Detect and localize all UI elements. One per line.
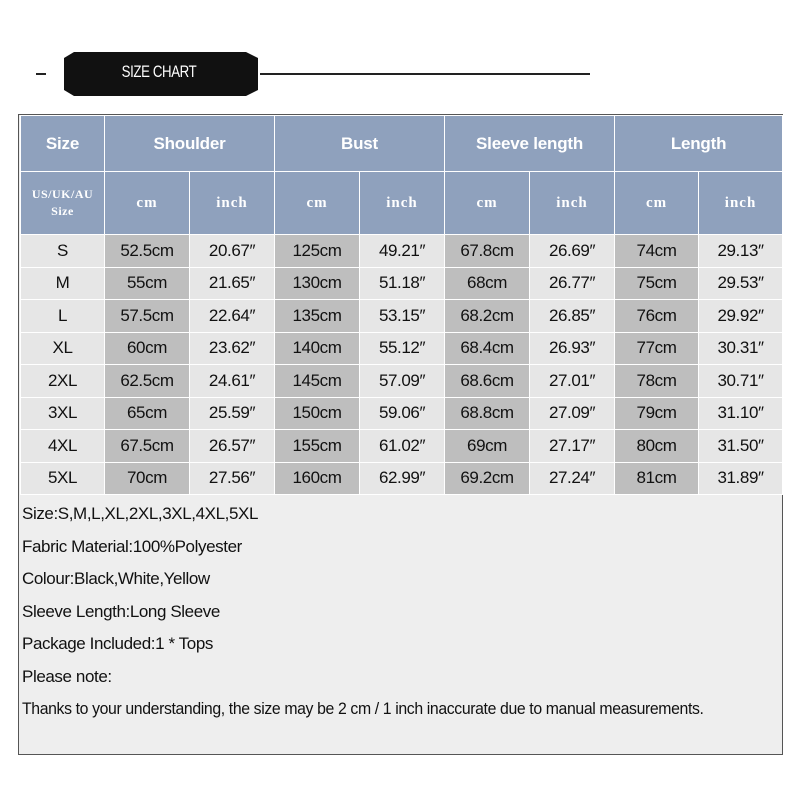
bust-cm-cell: 145cm (275, 365, 360, 398)
table-row (21, 462, 783, 495)
length-inch-cell: 30.31″ (699, 332, 783, 365)
length-cm-cell: 77cm (615, 332, 699, 365)
size-cell: L (21, 300, 105, 333)
sleeve-cm-cell: 68.2cm (445, 300, 530, 333)
shoulder-inch-cell: 27.56″ (190, 462, 275, 495)
length-inch-cell: 31.10″ (699, 397, 783, 430)
sleeve-inch-cell: 26.69″ (530, 235, 615, 268)
unit-header-row (21, 172, 783, 235)
note-sleeve-length: Sleeve Length:Long Sleeve (22, 601, 220, 621)
group-header-row (21, 116, 783, 172)
sleeve-cm-cell: 67.8cm (445, 235, 530, 268)
length-cm-cell: 78cm (615, 365, 699, 398)
bust-inch-cell: 51.18″ (360, 267, 445, 300)
header-sleeve-length: Sleeve length (445, 116, 615, 172)
header-size: Size (21, 116, 105, 172)
unit-cm: cm (615, 172, 699, 235)
note-colour: Colour:Black,White,Yellow (22, 569, 210, 588)
shoulder-inch-cell: 26.57″ (190, 430, 275, 463)
sleeve-cm-cell: 68.8cm (445, 397, 530, 430)
note-disclaimer: Thanks to your understanding, the size may be 2 cm / 1 inch inaccurate due to manual measurements. (22, 699, 704, 718)
size-cell: 4XL (21, 430, 105, 463)
shoulder-cm-cell: 55cm (105, 267, 190, 300)
sleeve-cm-cell: 69cm (445, 430, 530, 463)
header-bust: Bust (275, 116, 445, 172)
header-size-region (21, 172, 105, 235)
note-package: Package Included:1 * Tops (22, 634, 213, 653)
size-cell: 5XL (21, 462, 105, 495)
table-row (21, 365, 783, 398)
note-please-note: Please note: (22, 666, 112, 686)
bust-cm-cell: 160cm (275, 462, 360, 495)
bust-inch-cell: 62.99″ (360, 462, 445, 495)
unit-cm: cm (445, 172, 530, 235)
unit-inch: inch (530, 172, 615, 235)
length-cm-cell: 75cm (615, 267, 699, 300)
sleeve-cm-cell: 69.2cm (445, 462, 530, 495)
note-fabric: Fabric Material:100%Polyester (22, 536, 242, 556)
banner-left-dash (36, 73, 46, 75)
bust-cm-cell: 150cm (275, 397, 360, 430)
bust-cm-cell: 125cm (275, 235, 360, 268)
length-inch-cell: 29.92″ (699, 300, 783, 333)
size-cell: 3XL (21, 397, 105, 430)
size-cell: M (21, 267, 105, 300)
shoulder-cm-cell: 62.5cm (105, 365, 190, 398)
sleeve-inch-cell: 27.09″ (530, 397, 615, 430)
bust-inch-cell: 57.09″ (360, 365, 445, 398)
unit-cm: cm (275, 172, 360, 235)
size-cell: S (21, 235, 105, 268)
length-cm-cell: 76cm (615, 300, 699, 333)
shoulder-inch-cell: 21.65″ (190, 267, 275, 300)
length-cm-cell: 74cm (615, 235, 699, 268)
length-inch-cell: 31.89″ (699, 462, 783, 495)
sleeve-inch-cell: 26.85″ (530, 300, 615, 333)
unit-inch: inch (190, 172, 275, 235)
sleeve-cm-cell: 68.4cm (445, 332, 530, 365)
banner-title: SIZE CHART (121, 62, 197, 81)
product-notes (22, 498, 782, 726)
length-inch-cell: 31.50″ (699, 430, 783, 463)
length-cm-cell: 80cm (615, 430, 699, 463)
shoulder-inch-cell: 24.61″ (190, 365, 275, 398)
bust-cm-cell: 155cm (275, 430, 360, 463)
size-chart-banner (30, 52, 600, 96)
table-row (21, 267, 783, 300)
bust-inch-cell: 59.06″ (360, 397, 445, 430)
size-region-sublabel: Size (51, 204, 74, 218)
bust-inch-cell: 49.21″ (360, 235, 445, 268)
size-region-label: US/UK/AU (31, 187, 94, 201)
length-cm-cell: 81cm (615, 462, 699, 495)
length-cm-cell: 79cm (615, 397, 699, 430)
unit-inch: inch (699, 172, 783, 235)
header-length: Length (615, 116, 783, 172)
table-row (21, 235, 783, 268)
shoulder-cm-cell: 60cm (105, 332, 190, 365)
shoulder-inch-cell: 25.59″ (190, 397, 275, 430)
size-cell: XL (21, 332, 105, 365)
shoulder-cm-cell: 67.5cm (105, 430, 190, 463)
bust-inch-cell: 53.15″ (360, 300, 445, 333)
shoulder-inch-cell: 22.64″ (190, 300, 275, 333)
bust-cm-cell: 140cm (275, 332, 360, 365)
sleeve-cm-cell: 68cm (445, 267, 530, 300)
note-sizes: Size:S,M,L,XL,2XL,3XL,4XL,5XL (22, 504, 258, 523)
bust-inch-cell: 61.02″ (360, 430, 445, 463)
shoulder-inch-cell: 23.62″ (190, 332, 275, 365)
sleeve-cm-cell: 68.6cm (445, 365, 530, 398)
sleeve-inch-cell: 27.17″ (530, 430, 615, 463)
header-shoulder: Shoulder (105, 116, 275, 172)
shoulder-cm-cell: 57.5cm (105, 300, 190, 333)
sleeve-inch-cell: 26.93″ (530, 332, 615, 365)
banner-title-tab (64, 52, 270, 96)
shoulder-cm-cell: 65cm (105, 397, 190, 430)
table-row (21, 397, 783, 430)
shoulder-cm-cell: 52.5cm (105, 235, 190, 268)
bust-inch-cell: 55.12″ (360, 332, 445, 365)
sleeve-inch-cell: 27.24″ (530, 462, 615, 495)
unit-inch: inch (360, 172, 445, 235)
shoulder-cm-cell: 70cm (105, 462, 190, 495)
length-inch-cell: 29.53″ (699, 267, 783, 300)
unit-cm: cm (105, 172, 190, 235)
banner-right-line (260, 73, 590, 75)
length-inch-cell: 29.13″ (699, 235, 783, 268)
sleeve-inch-cell: 27.01″ (530, 365, 615, 398)
table-row (21, 300, 783, 333)
size-table (20, 115, 783, 495)
length-inch-cell: 30.71″ (699, 365, 783, 398)
table-row (21, 430, 783, 463)
table-row (21, 332, 783, 365)
bust-cm-cell: 130cm (275, 267, 360, 300)
shoulder-inch-cell: 20.67″ (190, 235, 275, 268)
sleeve-inch-cell: 26.77″ (530, 267, 615, 300)
bust-cm-cell: 135cm (275, 300, 360, 333)
size-cell: 2XL (21, 365, 105, 398)
